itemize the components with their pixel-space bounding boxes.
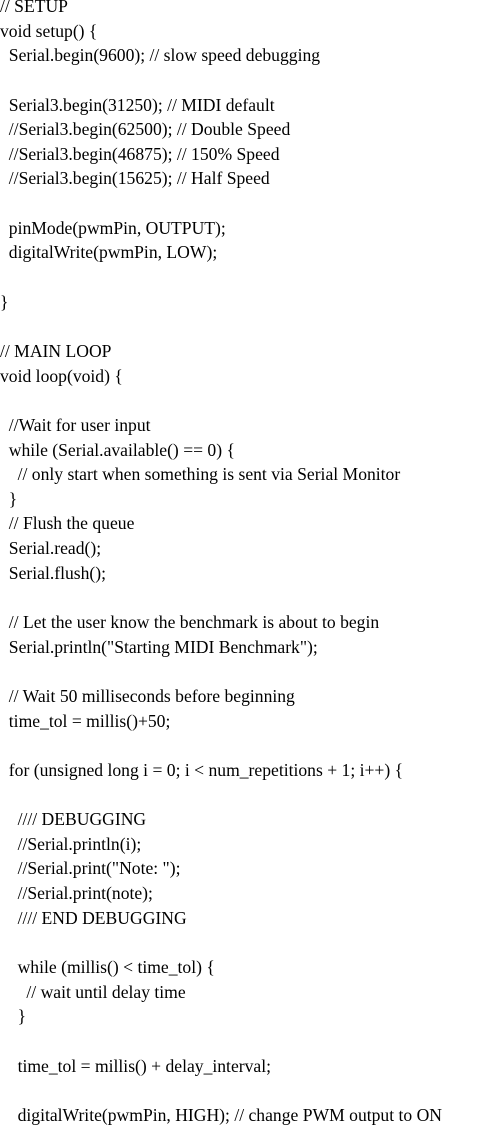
code-line: while (Serial.available() == 0) { [0, 439, 235, 460]
code-line [0, 314, 503, 339]
code-line: Serial.read(); [0, 538, 102, 559]
code-line [0, 191, 503, 216]
code-line: // only start when something is sent via Serial Monitor [0, 464, 401, 485]
code-line [0, 388, 503, 413]
code-line [0, 265, 503, 290]
code-line: Serial.println("Starting MIDI Benchmark"); [0, 636, 318, 657]
code-line [0, 1078, 503, 1103]
code-line: // SETUP [0, 0, 68, 16]
code-line: // Wait 50 milliseconds before beginning [0, 685, 295, 706]
code-line: void loop(void) { [0, 365, 123, 386]
code-line: //Serial.print(note); [0, 883, 153, 904]
code-line: // wait until delay time [0, 981, 186, 1002]
code-line [0, 1029, 503, 1054]
code-line: // Let the user know the benchmark is about to begin [0, 612, 380, 633]
code-line: Serial3.begin(31250); // MIDI default [0, 94, 275, 115]
code-line: Serial.begin(9600); // slow speed debugging [0, 45, 321, 66]
code-line: // MAIN LOOP [0, 340, 112, 361]
code-line: digitalWrite(pwmPin, HIGH); // change PWM output to ON [0, 1104, 443, 1125]
code-line: //// DEBUGGING [0, 809, 147, 830]
code-line: //Serial3.begin(62500); // Double Speed [0, 119, 291, 140]
code-line: pinMode(pwmPin, OUTPUT); [0, 217, 226, 238]
code-line: //Serial.print("Note: "); [0, 858, 181, 879]
code-line: } [0, 488, 18, 509]
code-line [0, 585, 503, 610]
code-line [0, 68, 503, 93]
code-line: //Wait for user input [0, 414, 151, 435]
code-line [0, 930, 503, 955]
code-line: digitalWrite(pwmPin, LOW); [0, 242, 218, 263]
code-line: } [0, 1006, 27, 1027]
code-line: while (millis() < time_tol) { [0, 956, 215, 977]
code-line: time_tol = millis() + delay_interval; [0, 1055, 271, 1076]
code-line: Serial.flush(); [0, 562, 107, 583]
code-line: // Flush the queue [0, 513, 135, 534]
code-line [0, 733, 503, 758]
code-line: //Serial3.begin(15625); // Half Speed [0, 168, 270, 189]
code-line: //Serial.println(i); [0, 833, 142, 854]
code-line [0, 783, 503, 808]
code-line: //// END DEBUGGING [0, 907, 187, 928]
code-line: //Serial3.begin(46875); // 150% Speed [0, 143, 280, 164]
code-line: for (unsigned long i = 0; i < num_repetitions + 1; i++) { [0, 759, 404, 780]
code-line: } [0, 291, 9, 312]
code-line: time_tol = millis()+50; [0, 710, 171, 731]
code-line [0, 659, 503, 684]
code-line: void setup() { [0, 20, 98, 41]
